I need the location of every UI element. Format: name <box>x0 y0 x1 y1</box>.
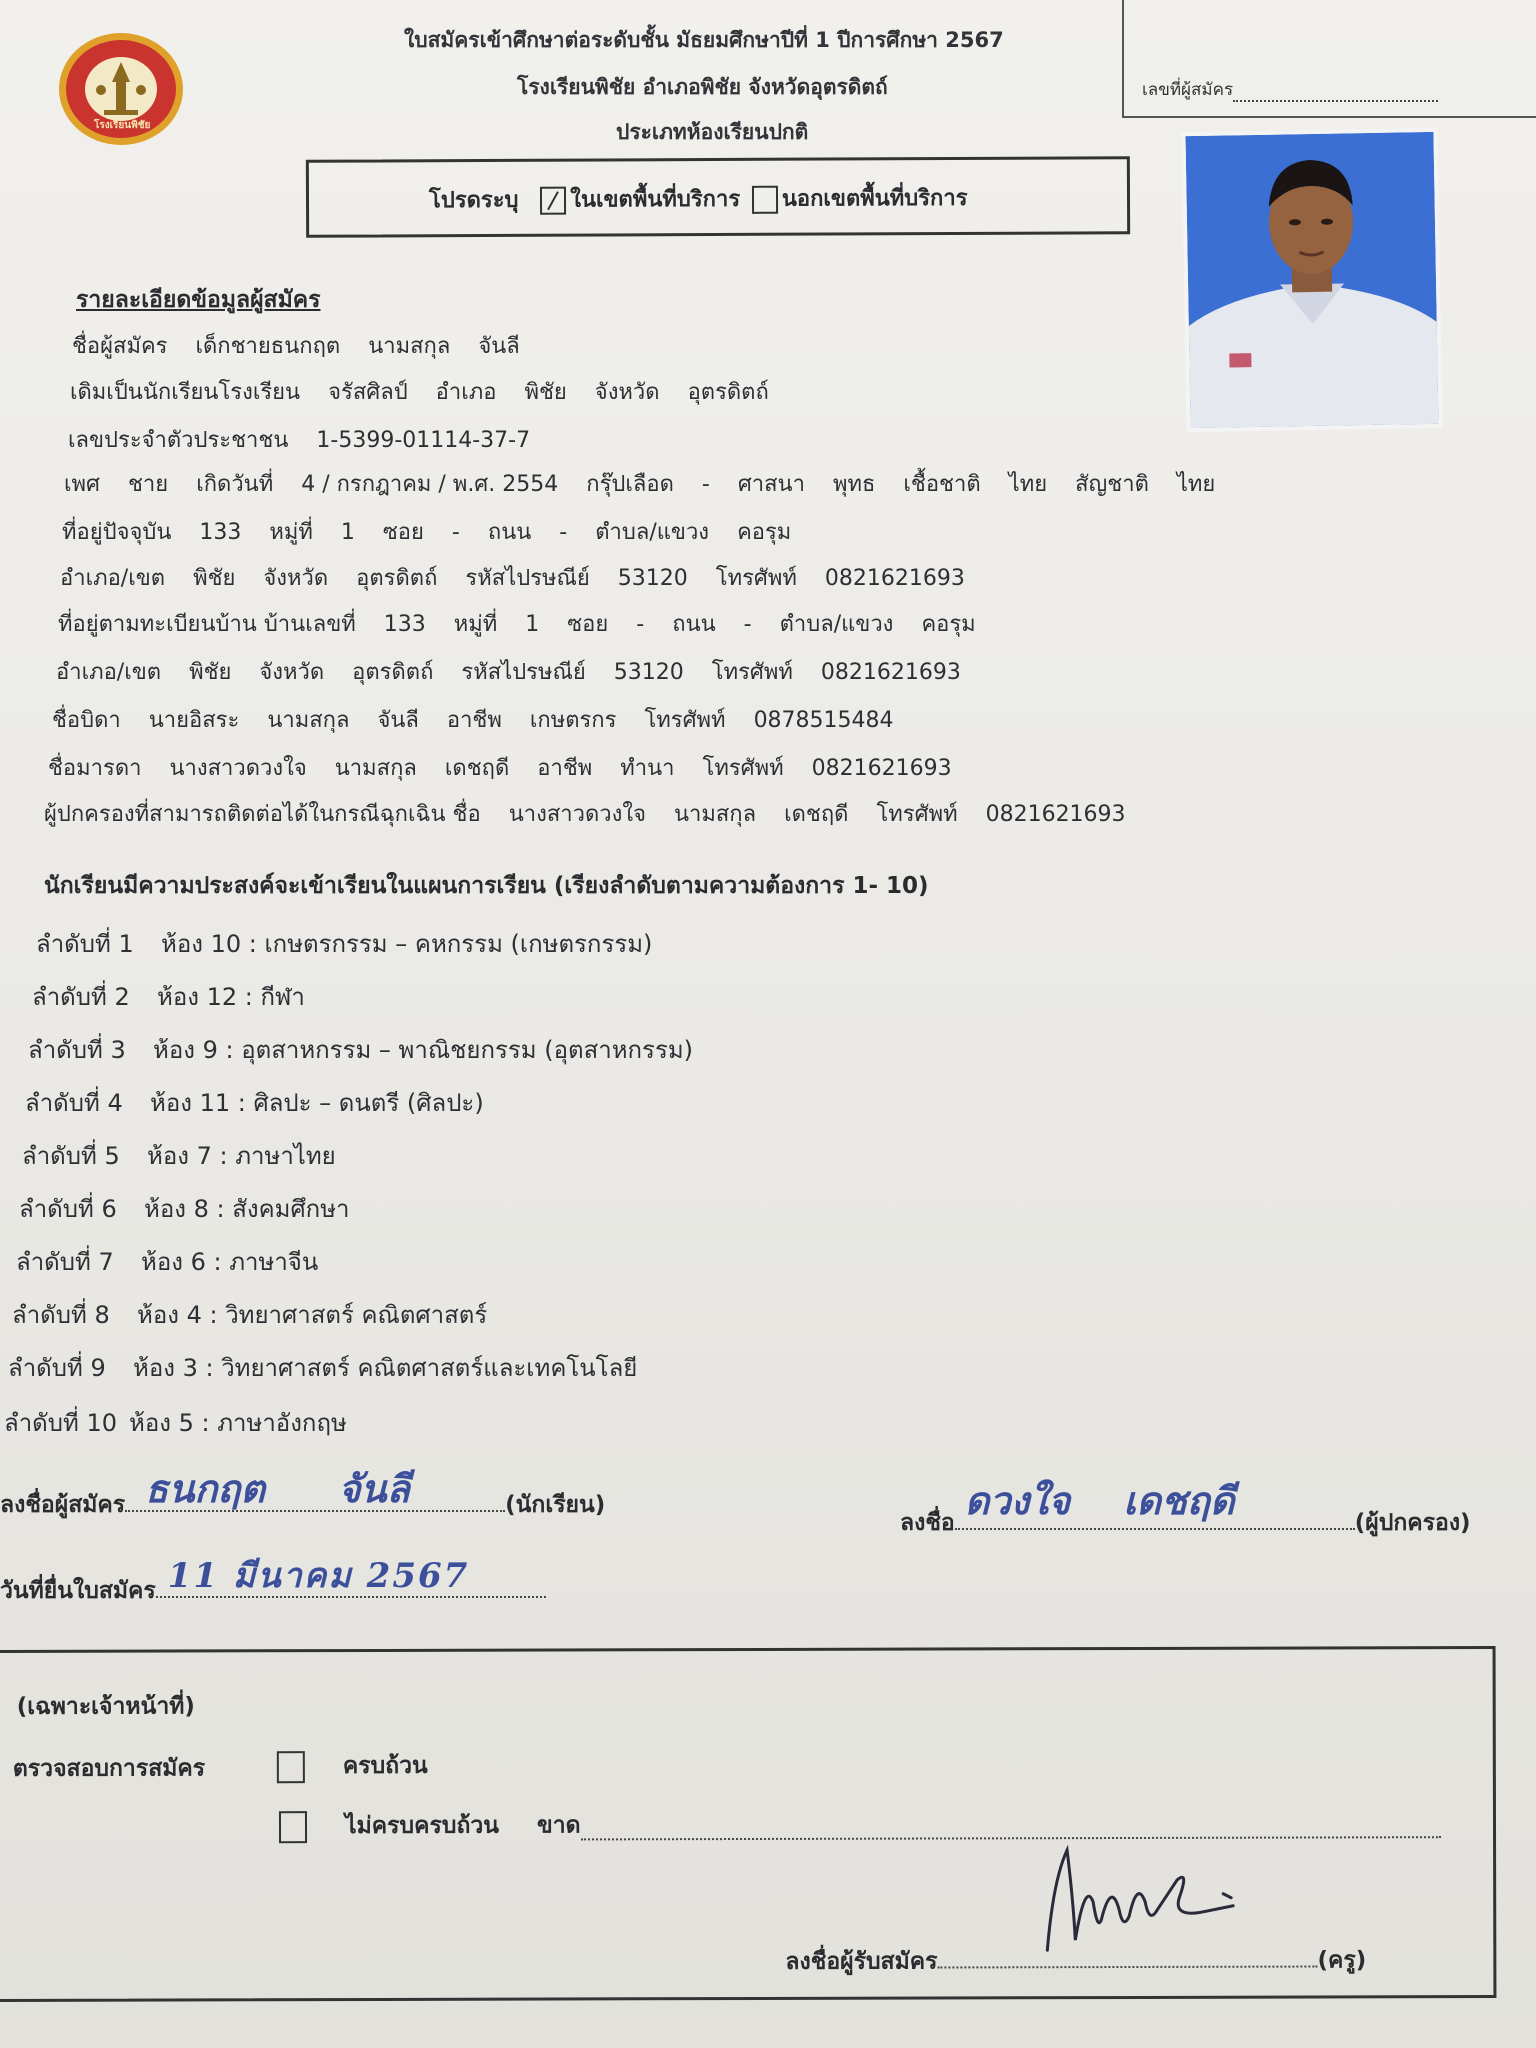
inside-area-label: ในเขตพื้นที่บริการ <box>570 186 741 213</box>
receiver-signature-field[interactable] <box>937 1936 1317 1969</box>
subdistrict-value: คอรุม <box>737 520 792 545</box>
soi-value: - <box>636 612 645 637</box>
plan-room: ห้อง 3 : วิทยาศาสตร์ คณิตศาสตร์และเทคโนโลยี <box>133 1354 638 1382</box>
plan-rank: ลำดับที่ 7 <box>16 1248 114 1276</box>
id-value: 1-5399-01114-37-7 <box>316 428 531 453</box>
registered-address-label: ที่อยู่ตามทะเบียนบ้าน บ้านเลขที่ <box>58 612 356 637</box>
road-value: - <box>743 612 752 637</box>
guardian-label: ผู้ปกครองที่สามารถติดต่อได้ในกรณีฉุกเฉิน ชื่อ <box>44 802 481 827</box>
officer-section <box>0 1646 1496 2002</box>
birthdate-label: เกิดวันที่ <box>196 472 274 497</box>
father-occupation: เกษตรกร <box>529 708 617 733</box>
class-type: ประเภทห้องเรียนปกติ <box>616 120 809 144</box>
phone-label: โทรศัพท์ <box>644 708 726 733</box>
moo-label: หมู่ที่ <box>453 612 498 637</box>
plan-room: ห้อง 7 : ภาษาไทย <box>147 1142 336 1170</box>
mother-surname: เดชฤดี <box>444 756 510 781</box>
missing-field[interactable] <box>581 1810 1441 1840</box>
guardian-role: (ผู้ปกครอง) <box>1354 1510 1471 1536</box>
father-phone: 0878515484 <box>753 708 894 733</box>
plan-item <box>22 1136 336 1175</box>
plan-item <box>25 1083 484 1122</box>
plan-rank: ลำดับที่ 3 <box>28 1036 126 1064</box>
detail-row-former-school <box>70 374 797 409</box>
detail-row-registered-district <box>56 654 989 689</box>
logo-caption: โรงเรียนพิชัย <box>94 120 151 131</box>
applicant-number-box <box>1122 0 1536 118</box>
school-name: โรงเรียนพิชัย อำเภอพิชัย จังหวัดอุตรดิตถ์ <box>517 75 888 99</box>
plan-rank: ลำดับที่ 5 <box>22 1142 120 1170</box>
form-title: ใบสมัครเข้าศึกษาต่อระดับชั้น มัธยมศึกษาปีที่ 1 ปีการศึกษา 2567 <box>404 28 1004 52</box>
district-value: พิชัย <box>524 380 567 405</box>
plan-item <box>12 1295 487 1334</box>
surname-label: นามสกุล <box>368 334 451 359</box>
plan-rank: ลำดับที่ 1 <box>36 930 134 958</box>
plan-room: ห้อง 5 : ภาษาอังกฤษ <box>129 1409 347 1437</box>
occupation-label: อาชีพ <box>446 708 502 733</box>
district-label: อำเภอ <box>435 380 497 405</box>
applicant-signature: ธนกฤต จันลี <box>145 1466 410 1511</box>
date-label: วันที่ยื่นใบสมัคร <box>0 1578 156 1604</box>
nationality-value: ไทย <box>1176 472 1216 497</box>
plan-room: ห้อง 9 : อุตสาหกรรม – พาณิชยกรรม (อุตสาหกรรม) <box>153 1036 694 1064</box>
plan-rank: ลำดับที่ 2 <box>32 983 130 1011</box>
subdistrict-value: คอรุม <box>921 612 976 637</box>
plan-item <box>8 1348 637 1387</box>
phone-label: โทรศัพท์ <box>876 802 958 827</box>
plan-room: ห้อง 4 : วิทยาศาสตร์ คณิตศาสตร์ <box>137 1301 488 1329</box>
postcode-value: 53120 <box>613 660 684 685</box>
first-name-value: เด็กชายธนกฤต <box>195 334 341 359</box>
province-label: จังหวัด <box>594 380 660 405</box>
missing-label: ขาด <box>536 1812 581 1839</box>
guardian-signature-label: ลงชื่อ <box>900 1510 955 1536</box>
house-number: 133 <box>383 612 426 637</box>
moo-value: 1 <box>340 520 355 545</box>
officer-title: (เฉพาะเจ้าหน้าที่) <box>16 1693 195 1720</box>
incomplete-option <box>279 1805 1441 1844</box>
applicant-signature-label: ลงชื่อผู้สมัคร <box>0 1492 126 1518</box>
postcode-label: รหัสไปรษณีย์ <box>465 566 590 591</box>
mother-phone: 0821621693 <box>811 756 952 781</box>
incomplete-checkbox[interactable] <box>279 1811 307 1843</box>
guardian-surname: เดชฤดี <box>784 802 849 827</box>
details-section-title: รายละเอียดข้อมูลผู้สมัคร <box>76 287 321 313</box>
date-handwritten: 11 มีนาคม 2567 <box>167 1556 470 1596</box>
sex-value: ชาย <box>128 472 169 497</box>
road-value: - <box>559 520 568 545</box>
plan-rank: ลำดับที่ 4 <box>25 1089 123 1117</box>
plan-room: ห้อง 11 : ศิลปะ – ดนตรี (ศิลปะ) <box>150 1089 484 1117</box>
surname-value: จันลี <box>478 334 520 359</box>
plan-item <box>19 1189 350 1228</box>
guardian-phone: 0821621693 <box>985 802 1126 827</box>
receiver-signature-scribble <box>1027 1840 1247 1961</box>
name-label: ชื่อผู้สมัคร <box>72 334 168 359</box>
plan-item <box>32 977 305 1016</box>
applicant-photo <box>1181 128 1442 432</box>
current-address-label: ที่อยู่ปัจจุบัน <box>62 520 172 545</box>
guardian-signature-line <box>900 1478 1471 1541</box>
detail-row-mother <box>48 750 980 785</box>
blood-type-value: - <box>701 472 710 497</box>
service-area-box <box>306 156 1130 238</box>
former-school-value: จรัสศิลป์ <box>328 380 408 405</box>
father-label: ชื่อบิดา <box>52 708 121 733</box>
surname-label: นามสกุล <box>267 708 350 733</box>
plan-item <box>16 1242 318 1281</box>
phone-label: โทรศัพท์ <box>715 566 797 591</box>
soi-label: ซอย <box>382 520 424 545</box>
plan-room: ห้อง 6 : ภาษาจีน <box>141 1248 319 1276</box>
occupation-label: อาชีพ <box>537 756 593 781</box>
applicant-number-field[interactable] <box>1233 80 1438 102</box>
district-value: พิชัย <box>193 566 236 591</box>
detail-row-name <box>72 328 548 363</box>
application-date-line <box>0 1556 546 1609</box>
birthdate-value: 4 / กรกฎาคม / พ.ศ. 2554 <box>301 472 559 497</box>
mother-label: ชื่อมารดา <box>48 756 142 781</box>
house-number: 133 <box>199 520 242 545</box>
phone-label: โทรศัพท์ <box>711 660 793 685</box>
father-surname: จันลี <box>377 708 419 733</box>
detail-row-father <box>52 702 922 737</box>
province-value: อุตรดิตถ์ <box>687 380 769 405</box>
ethnicity-value: ไทย <box>1008 472 1048 497</box>
phone-value: 0821621693 <box>820 660 961 685</box>
moo-label: หมู่ที่ <box>269 520 313 545</box>
father-name: นายอิสระ <box>148 708 240 733</box>
incomplete-label: ไม่ครบครบถ้วน <box>344 1812 500 1840</box>
district-label: อำเภอ/เขต <box>60 566 166 591</box>
mother-occupation: ทำนา <box>620 756 675 781</box>
mother-name: นางสาวดวงใจ <box>169 756 307 781</box>
subdistrict-label: ตำบล/แขวง <box>779 612 894 637</box>
religion-value: พุทธ <box>832 472 876 497</box>
inside-area-checkbox[interactable] <box>540 187 566 215</box>
plan-rank: ลำดับที่ 10 <box>4 1409 117 1437</box>
plan-rank: ลำดับที่ 9 <box>8 1354 106 1382</box>
province-value: อุตรดิตถ์ <box>352 660 434 685</box>
check-label: ตรวจสอบการสมัคร <box>12 1755 206 1782</box>
district-label: อำเภอ/เขต <box>56 660 162 685</box>
plan-item <box>36 924 652 963</box>
district-value: พิชัย <box>189 660 232 685</box>
province-value: อุตรดิตถ์ <box>356 566 438 591</box>
postcode-value: 53120 <box>617 566 688 591</box>
detail-row-guardian <box>44 796 1154 831</box>
nationality-label: สัญชาติ <box>1075 472 1149 497</box>
ethnicity-label: เชื้อชาติ <box>903 472 981 497</box>
detail-row-id <box>68 422 558 457</box>
outside-area-checkbox[interactable] <box>752 186 778 214</box>
id-label: เลขประจำตัวประชาชน <box>68 428 289 453</box>
guardian-signature: ดวงใจ เดชฤดี <box>964 1478 1235 1523</box>
plan-room: ห้อง 12 : กีฬา <box>157 983 305 1011</box>
detail-row-current-address <box>62 514 819 549</box>
complete-checkbox[interactable] <box>277 1751 305 1783</box>
plan-rank: ลำดับที่ 8 <box>12 1301 110 1329</box>
detail-row-current-district <box>60 560 993 595</box>
guardian-name: นางสาวดวงใจ <box>508 802 646 827</box>
school-logo <box>56 30 186 152</box>
guardian-signature-field[interactable] <box>955 1478 1355 1530</box>
surname-label: นามสกุล <box>334 756 417 781</box>
province-label: จังหวัด <box>259 660 325 685</box>
complete-label: ครบถ้วน <box>342 1752 428 1780</box>
plan-section-title: นักเรียนมีความประสงค์จะเข้าเรียนในแผนการเรียน (เรียงลำดับตามความต้องการ 1- 10) <box>44 873 929 899</box>
applicant-number-label: เลขที่ผู้สมัคร <box>1142 80 1234 100</box>
receiver-signature-line <box>785 1935 1366 1980</box>
soi-label: ซอย <box>567 612 609 637</box>
detail-row-personal <box>64 466 1243 501</box>
complete-option <box>277 1748 428 1784</box>
applicant-role: (นักเรียน) <box>505 1492 606 1518</box>
moo-value: 1 <box>525 612 540 637</box>
road-label: ถนน <box>487 520 532 545</box>
area-prompt: โปรดระบุ <box>428 187 519 214</box>
province-label: จังหวัด <box>263 566 329 591</box>
applicant-signature-field[interactable] <box>125 1466 505 1512</box>
receiver-role: (ครู) <box>1317 1947 1367 1974</box>
plan-item <box>28 1030 693 1069</box>
receiver-label: ลงชื่อผู้รับสมัคร <box>785 1948 938 1975</box>
surname-label: นามสกุล <box>673 802 757 827</box>
soi-value: - <box>451 520 460 545</box>
plan-room: ห้อง 10 : เกษตรกรรม – คหกรรม (เกษตรกรรม) <box>161 930 653 958</box>
subdistrict-label: ตำบล/แขวง <box>595 520 710 545</box>
date-field[interactable] <box>156 1556 546 1598</box>
detail-row-registered-address <box>58 606 1004 641</box>
plan-rank: ลำดับที่ 6 <box>19 1195 117 1223</box>
former-school-label: เดิมเป็นนักเรียนโรงเรียน <box>70 380 301 405</box>
phone-label: โทรศัพท์ <box>702 756 784 781</box>
religion-label: ศาสนา <box>737 472 805 497</box>
sex-label: เพศ <box>64 472 100 497</box>
blood-type-label: กรุ๊ปเลือด <box>586 472 674 497</box>
road-label: ถนน <box>672 612 716 637</box>
postcode-label: รหัสไปรษณีย์ <box>461 660 586 685</box>
plan-room: ห้อง 8 : สังคมศึกษา <box>144 1195 350 1223</box>
outside-area-label: นอกเขตพื้นที่บริการ <box>781 185 968 212</box>
plan-item <box>4 1403 347 1442</box>
phone-value: 0821621693 <box>824 566 965 591</box>
applicant-signature-line <box>0 1466 606 1523</box>
